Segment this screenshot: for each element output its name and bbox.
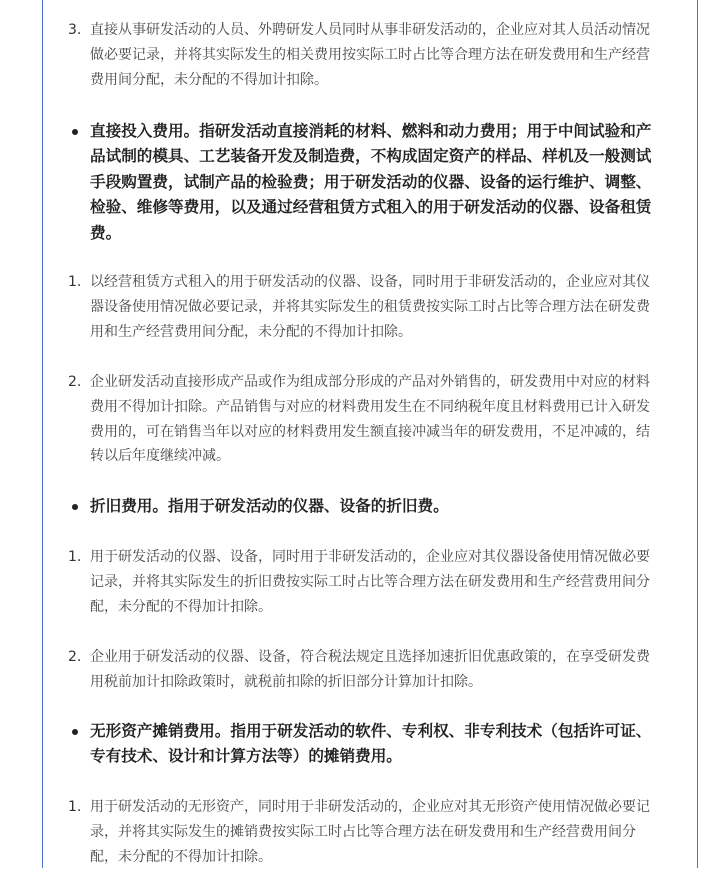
list-number: 2. <box>68 374 82 390</box>
paragraph-text: 用于研发活动的仪器、设备，同时用于非研发活动的，企业应对其仪器设备使用情况做必要记录，并将其实际发生的折旧费按实际工时占比等合理方法在研发费用和生产经营费用间分配，未分配的不得加计扣除。 <box>90 549 650 615</box>
heading-text: 折旧费用。指用于研发活动的仪器、设备的折旧费。 <box>90 497 449 515</box>
list-number: 1. <box>68 549 82 565</box>
heading-text: 直接投入费用。指研发活动直接消耗的材料、燃料和动力费用；用于中间试验和产品试制的模具、工艺装备开发及制造费，不构成固定资产的样品、样机及一般测试手段购置费，试制产品的检验费；用于研发活动的仪器、设备的运行维护、调整、检验、维修等费用，以及通过经营租赁方式租入的用于研发活动的仪器、设备租赁费。 <box>90 122 652 242</box>
numbered-paragraph <box>68 795 662 869</box>
bullet-heading <box>90 719 664 770</box>
paragraph-text: 企业用于研发活动的仪器、设备，符合税法规定且选择加速折旧优惠政策的，在享受研发费用税前加计扣除政策时，就税前扣除的折旧部分计算加计扣除。 <box>90 649 650 690</box>
numbered-paragraph <box>68 545 662 619</box>
heading-text: 无形资产摊销费用。指用于研发活动的软件、专利权、非专利技术（包括许可证、专有技术、设计和计算方法等）的摊销费用。 <box>90 722 652 766</box>
bullet-icon <box>72 729 78 735</box>
list-number: 1. <box>68 799 82 815</box>
list-number: 1. <box>68 274 82 290</box>
bullet-icon <box>72 504 78 510</box>
list-number: 2. <box>68 649 82 665</box>
paragraph-text: 企业研发活动直接形成产品或作为组成部分形成的产品对外销售的，研发费用中对应的材料费用不得加计扣除。产品销售与对应的材料费用发生在不同纳税年度且材料费用已计入研发费用的，可在销售当年以对应的材料费用发生额直接冲减当年的研发费用，不足冲减的，结转以后年度继续冲减。 <box>90 374 650 465</box>
numbered-paragraph <box>68 370 662 469</box>
paragraph-text: 直接从事研发活动的人员、外聘研发人员同时从事非研发活动的，企业应对其人员活动情况做必要记录，并将其实际发生的相关费用按实际工时占比等合理方法在研发费用和生产经营费用间分配，未分配的不得加计扣除。 <box>90 22 650 88</box>
bullet-heading <box>90 494 664 519</box>
paragraph-text: 用于研发活动的无形资产，同时用于非研发活动的，企业应对其无形资产使用情况做必要记录，并将其实际发生的摊销费按实际工时占比等合理方法在研发费用和生产经营费用间分配，未分配的不得加计扣除。 <box>90 799 650 865</box>
numbered-paragraph <box>68 270 662 344</box>
numbered-paragraph <box>68 18 662 92</box>
list-number: 3. <box>68 22 82 38</box>
paragraph-text: 以经营租赁方式租入的用于研发活动的仪器、设备，同时用于非研发活动的，企业应对其仪器设备使用情况做必要记录，并将其实际发生的租赁费按实际工时占比等合理方法在研发费用和生产经营费用间分配，未分配的不得加计扣除。 <box>90 274 650 340</box>
bullet-icon <box>72 129 78 135</box>
numbered-paragraph <box>68 645 662 695</box>
bullet-heading <box>90 119 664 246</box>
